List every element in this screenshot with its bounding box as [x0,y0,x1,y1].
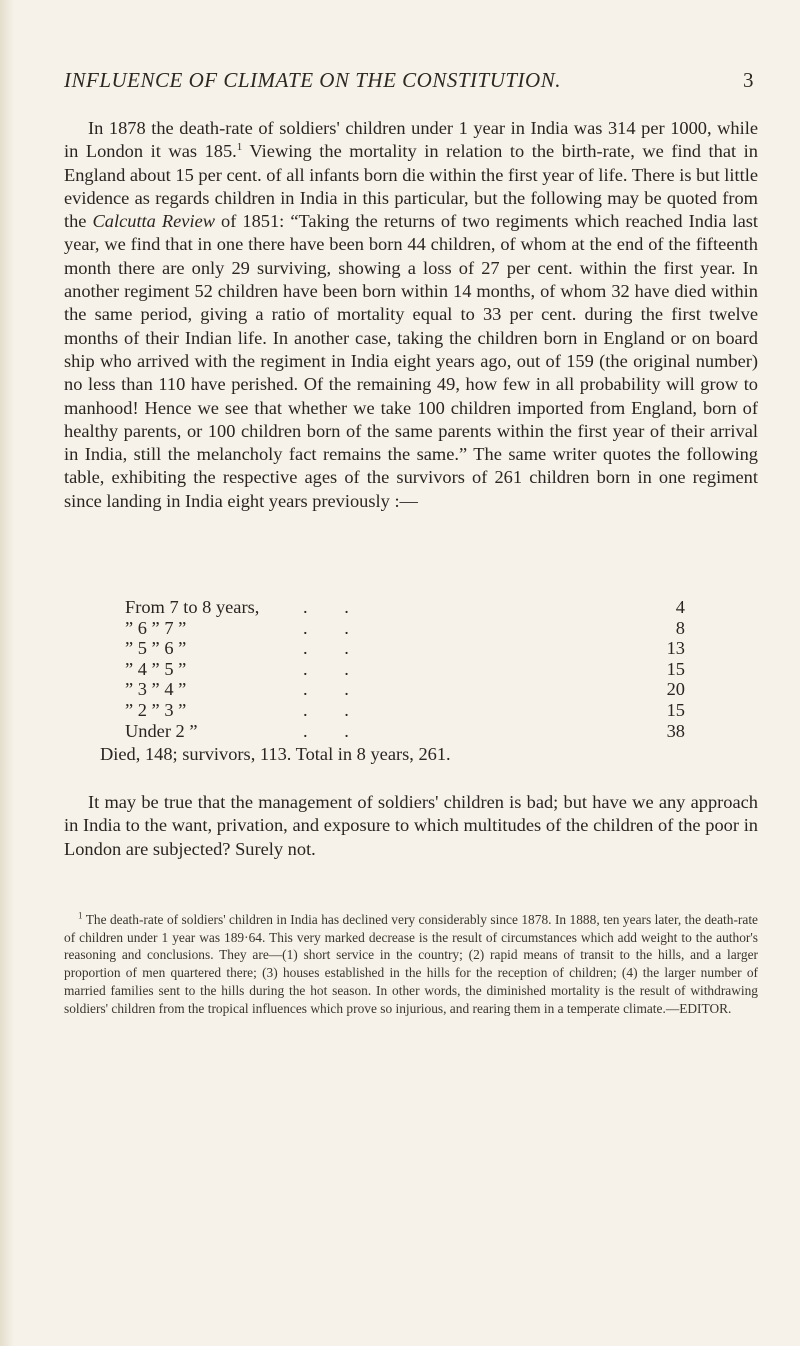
age-range-label: ” 2 ” 3 ” [125,699,187,720]
table-row [125,679,685,700]
table-row [125,597,685,618]
survivor-count: 38 [666,720,685,741]
leader-dots: . . [303,679,365,700]
second-paragraph-text: It may be true that the management of soldiers' children is bad; but have we any approach in India to the want, privation, and exposure to which multitudes of the children of the poor in London are subjected? Surely not. [64,792,758,859]
leader-dots: . . [303,720,365,741]
footnote [64,911,758,1017]
running-title: INFLUENCE OF CLIMATE ON THE CONSTITUTION. [64,68,561,92]
footnote-reference: 1 [236,141,243,154]
survivor-count: 13 [666,638,685,659]
table-row [125,700,685,721]
table-row [125,618,685,639]
leader-dots: . . [303,597,365,617]
table-summary: Died, 148; survivors, 113. Total in 8 years, 261. [100,744,451,764]
main-paragraph [64,117,758,513]
footnote-marker: 1 [78,910,83,921]
leader-dots: . . [303,617,365,638]
leader-dots: . . [303,638,365,659]
footnote-text: The death-rate of soldiers' children in India has declined very considerably since 1878. In 1888, ten years later, the death-rate of children under 1 year was 189·64. This very marked decrease is the result of circumstances which add weight to the author's reasoning and conclusions. They are—(1) short service in the country; (2) rapid means of transit to the hills, and a larger proportion of men quartered there; (3) houses established in the hills for the reception of children; (4) the larger number of married families sent to the hills during the hot season. In other words, the diminished mortality is the result of withdrawing soldiers' children from the tropical influences which prove so injurious, and rearing them in a temperate climate.—EDITOR. [64,912,758,1016]
survivor-count: 4 [675,597,685,617]
page-edge-shadow [0,0,14,1346]
page-number: 3 [743,68,754,92]
survivor-count: 15 [666,699,685,720]
age-range-label: ” 5 ” 6 ” [125,638,187,659]
paragraph-text-2: Viewing the mortality in relation to the birth-rate, we find that in England about 15 per cent. of all infants born die within the first year of life. There is but little evidence as regards children in India in this particular, but the following may be quoted from the [64,141,758,232]
age-range-label: From 7 to 8 years, [125,597,260,617]
second-paragraph [64,791,758,861]
survivor-age-table [125,597,685,741]
survivor-count: 20 [666,679,685,700]
running-header [64,68,754,93]
table-row [125,638,685,659]
survivor-count: 15 [666,658,685,679]
age-range-label: ” 6 ” 7 ” [125,617,187,638]
leader-dots: . . [303,699,365,720]
age-range-label: Under 2 ” [125,720,198,741]
table-row [125,721,685,742]
table-row [125,659,685,680]
leader-dots: . . [303,658,365,679]
age-range-label: ” 3 ” 4 ” [125,679,187,700]
cited-source: Calcutta Review [92,211,215,232]
paragraph-text-1: In 1878 the death-rate of soldiers' children under 1 year in India was 314 per 1000, while in London it was 185. [64,118,758,162]
paragraph-text-3: of 1851: “Taking the returns of two regiments which reached India last year, we find that in one there have been born 44 children, of whom at the end of the fifteenth month there are only 29 surviving, showing a loss of 27 per cent. within the first year. In another regiment 52 children have been born within 14 months, of whom 32 have died within the same period, giving a ratio of mortality equal to 33 per cent. during the first twelve months of their Indian life. In another case, taking the children born in England or on board ship who arrived with the regiment in India eight years ago, out of 159 (the original number) no less than 110 have perished. Of the remaining 49, how few in all probability will grow to manhood! Hence we see that whether we take 100 children imported from England, born of healthy parents, or 100 children born of the same parents within the first year of their arrival in India, still the melancholy fact remains the same.” The same writer quotes the following table, exhibiting the respective ages of the survivors of 261 children born in one regiment since landing in India eight years previously :— [64,211,758,511]
age-range-label: ” 4 ” 5 ” [125,658,187,679]
survivor-count: 8 [675,617,685,638]
